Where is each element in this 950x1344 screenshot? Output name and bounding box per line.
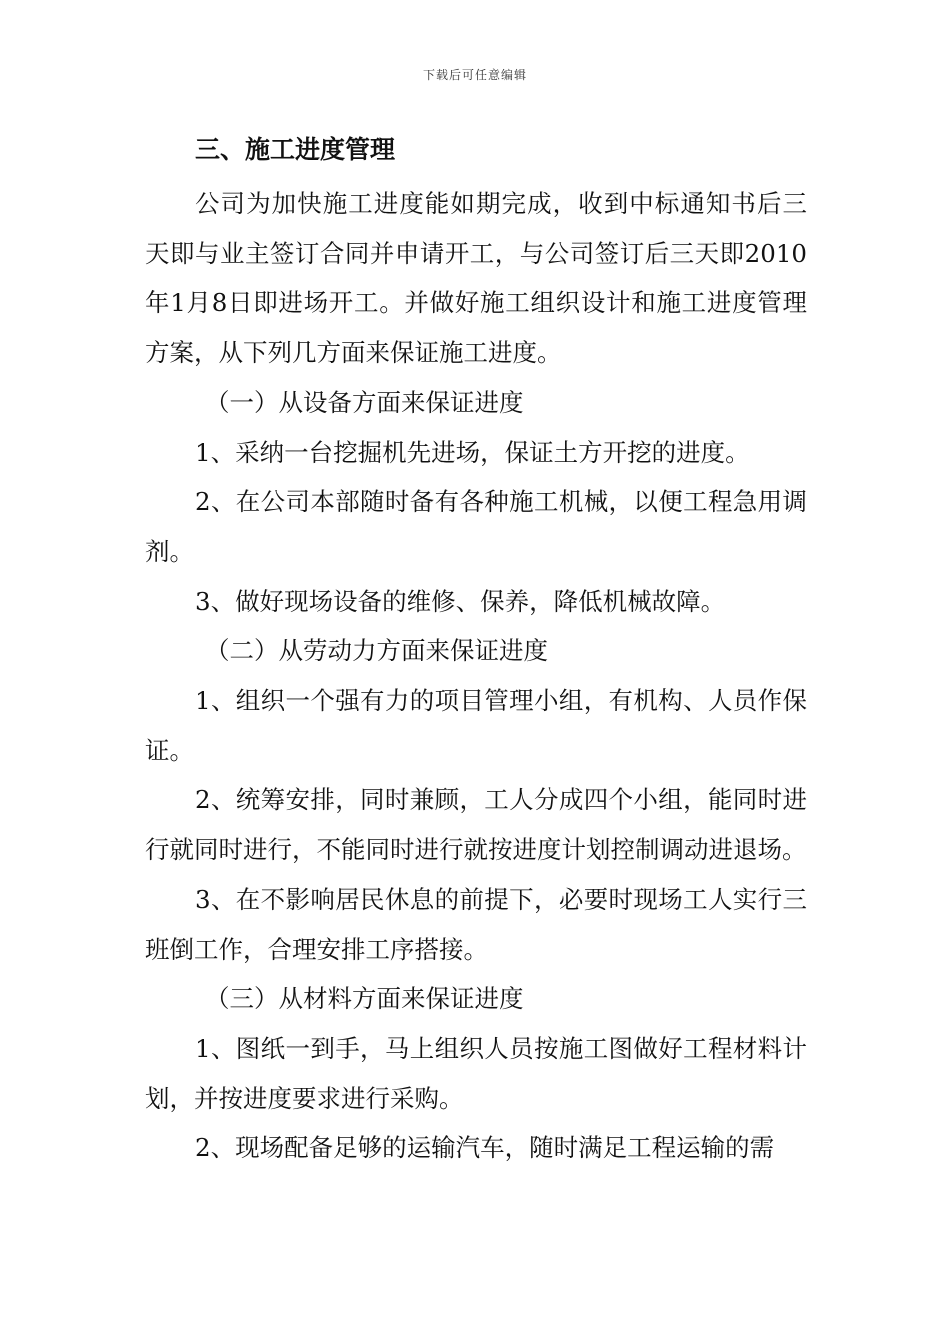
subsection-title-labor: （二）从劳动力方面来保证进度 (205, 636, 548, 666)
list-item: 2、在公司本部随时备有各种施工机械，以便工程急用调剂。 (145, 487, 807, 566)
subsection-title-materials: （三）从材料方面来保证进度 (205, 984, 524, 1014)
list-item: 2、现场配备足够的运输汽车，随时满足工程运输的需 (195, 1133, 775, 1163)
document-body (145, 130, 807, 1173)
intro-paragraph: 公司为加快施工进度能如期完成，收到中标通知书后三天即与业主签订合同并申请开工，与公司签订后三天即2010年1月8日即进场开工。并做好施工组织设计和施工进度管理方案，从下列几方面来保证施工进度。 (145, 189, 807, 368)
subsection-title-equipment: （一）从设备方面来保证进度 (205, 387, 524, 417)
list-item: 1、组织一个强有力的项目管理小组，有机构、人员作保证。 (145, 686, 807, 765)
list-item: 1、图纸一到手，马上组织人员按施工图做好工程材料计划，并按进度要求进行采购。 (145, 1033, 807, 1113)
list-item: 2、统筹安排，同时兼顾，工人分成四个小组，能同时进行就同时进行，不能同时进行就按进度计划控制调动进退场。 (145, 785, 807, 865)
section-heading: 三、施工进度管理 (195, 135, 396, 164)
list-item: 3、在不影响居民休息的前提下，必要时现场工人实行三班倒工作，合理安排工序搭接。 (145, 884, 807, 964)
header-watermark: 下载后可任意编辑 (422, 68, 527, 82)
list-item: 1、采纳一台挖掘机先进场，保证土方开挖的进度。 (195, 437, 750, 467)
list-item: 3、做好现场设备的维修、保养，降低机械故障。 (195, 586, 726, 616)
